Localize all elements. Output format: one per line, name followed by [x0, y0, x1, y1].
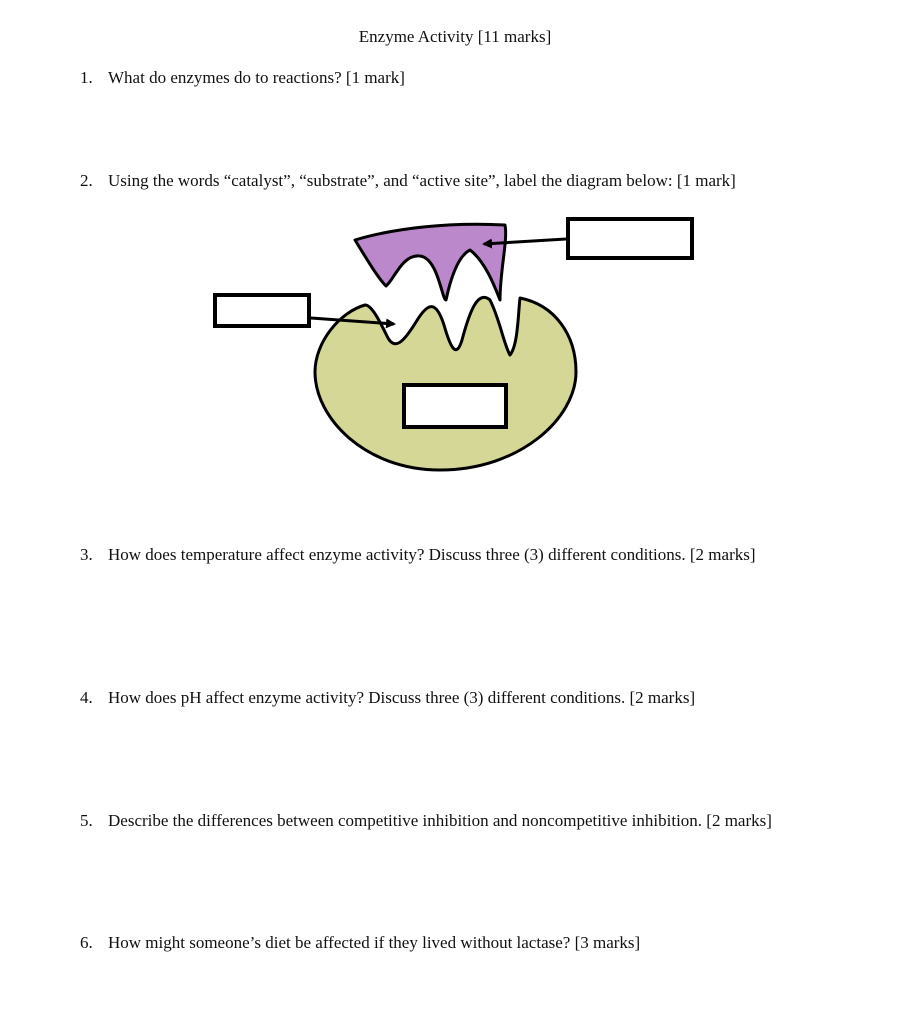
question-2 [80, 171, 736, 191]
question-number: 4. [80, 688, 93, 707]
substrate-shape [355, 224, 506, 300]
question-number: 6. [80, 933, 93, 952]
question-text: What do enzymes do to reactions? [1 mark] [108, 68, 405, 87]
question-4 [80, 688, 695, 708]
label-box-left[interactable] [215, 295, 309, 326]
question-6 [80, 933, 640, 953]
question-text: Using the words “catalyst”, “substrate”, and “active site”, label the diagram below: [1 mark] [108, 171, 736, 190]
question-1 [80, 68, 405, 88]
question-text: How does temperature affect enzyme activity? Discuss three (3) different conditions. [2 marks] [108, 545, 756, 564]
question-5 [80, 811, 772, 831]
question-number: 1. [80, 68, 93, 87]
page-title: Enzyme Activity [11 marks] [358, 27, 552, 46]
question-number: 3. [80, 545, 93, 564]
question-text: Describe the differences between competitive inhibition and noncompetitive inhibition. [2 marks] [108, 811, 772, 830]
question-text: How does pH affect enzyme activity? Discuss three (3) different conditions. [2 marks] [108, 688, 696, 707]
question-text: How might someone’s diet be affected if they lived without lactase? [3 marks] [108, 933, 641, 952]
label-box-center[interactable] [404, 385, 506, 427]
question-number: 5. [80, 811, 93, 830]
label-box-top-right[interactable] [568, 219, 692, 258]
question-number: 2. [80, 171, 93, 190]
question-3 [80, 545, 756, 565]
